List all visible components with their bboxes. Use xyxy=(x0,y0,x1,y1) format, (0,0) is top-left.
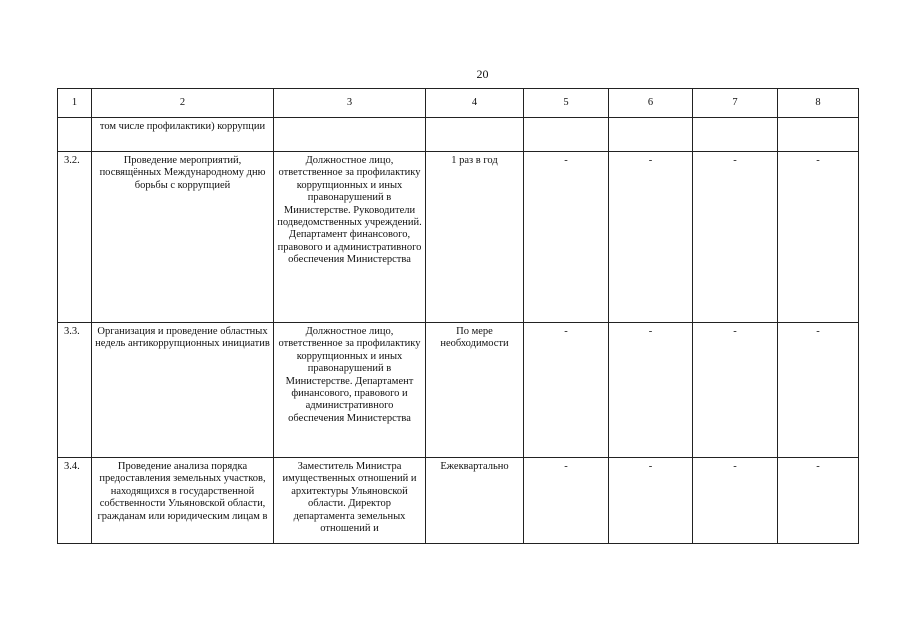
header-cell: 6 xyxy=(609,89,693,118)
col-8: - xyxy=(778,152,859,323)
header-cell: 3 xyxy=(274,89,426,118)
col-5: - xyxy=(524,458,609,544)
period: По мере необходимости xyxy=(426,323,524,458)
row-number: 3.3. xyxy=(58,323,92,458)
table-row xyxy=(58,152,859,323)
period: Ежеквартально xyxy=(426,458,524,544)
plan-table xyxy=(57,88,859,544)
responsible: Должностное лицо, ответственное за профилактику коррупционных и иных правонарушений в Министерстве. Руководители подведомственных учреждений. Департамент финансового, правового и административного обеспечения Министерства xyxy=(274,152,426,323)
responsible: Должностное лицо, ответственное за профилактику коррупционных и иных правонарушений в Министерстве. Департамент финансового, правового и административного обеспечения Министерства xyxy=(274,323,426,458)
header-cell: 7 xyxy=(693,89,778,118)
col-8: - xyxy=(778,458,859,544)
row-number xyxy=(58,118,92,152)
measure-name: том числе профилактики) коррупции xyxy=(92,118,274,152)
col-8 xyxy=(778,118,859,152)
measure-name: Проведение анализа порядка предоставления земельных участков, находящихся в государственной собственности Ульяновской области, гражданам или юридическим лицам в xyxy=(92,458,274,544)
col-5: - xyxy=(524,323,609,458)
responsible: Заместитель Министра имущественных отношений и архитектуры Ульяновской области. Директор департамента земельных отношений и xyxy=(274,458,426,544)
table-row xyxy=(58,458,859,544)
header-cell: 5 xyxy=(524,89,609,118)
row-number: 3.2. xyxy=(58,152,92,323)
col-6: - xyxy=(609,458,693,544)
col-7: - xyxy=(693,323,778,458)
measure-name: Проведение мероприятий, посвящённых Международному дню борьбы с коррупцией xyxy=(92,152,274,323)
period: 1 раз в год xyxy=(426,152,524,323)
col-6: - xyxy=(609,152,693,323)
col-8: - xyxy=(778,323,859,458)
period xyxy=(426,118,524,152)
col-5 xyxy=(524,118,609,152)
col-5: - xyxy=(524,152,609,323)
col-7 xyxy=(693,118,778,152)
col-6 xyxy=(609,118,693,152)
measure-name: Организация и проведение областных недель антикоррупционных инициатив xyxy=(92,323,274,458)
responsible xyxy=(274,118,426,152)
col-7: - xyxy=(693,458,778,544)
table-row xyxy=(58,323,859,458)
header-cell: 8 xyxy=(778,89,859,118)
page-number: 20 xyxy=(476,67,489,81)
header-row xyxy=(58,89,859,118)
col-7: - xyxy=(693,152,778,323)
col-6: - xyxy=(609,323,693,458)
table-row xyxy=(58,118,859,152)
header-cell: 4 xyxy=(426,89,524,118)
row-number: 3.4. xyxy=(58,458,92,544)
header-cell: 1 xyxy=(58,89,92,118)
header-cell: 2 xyxy=(92,89,274,118)
